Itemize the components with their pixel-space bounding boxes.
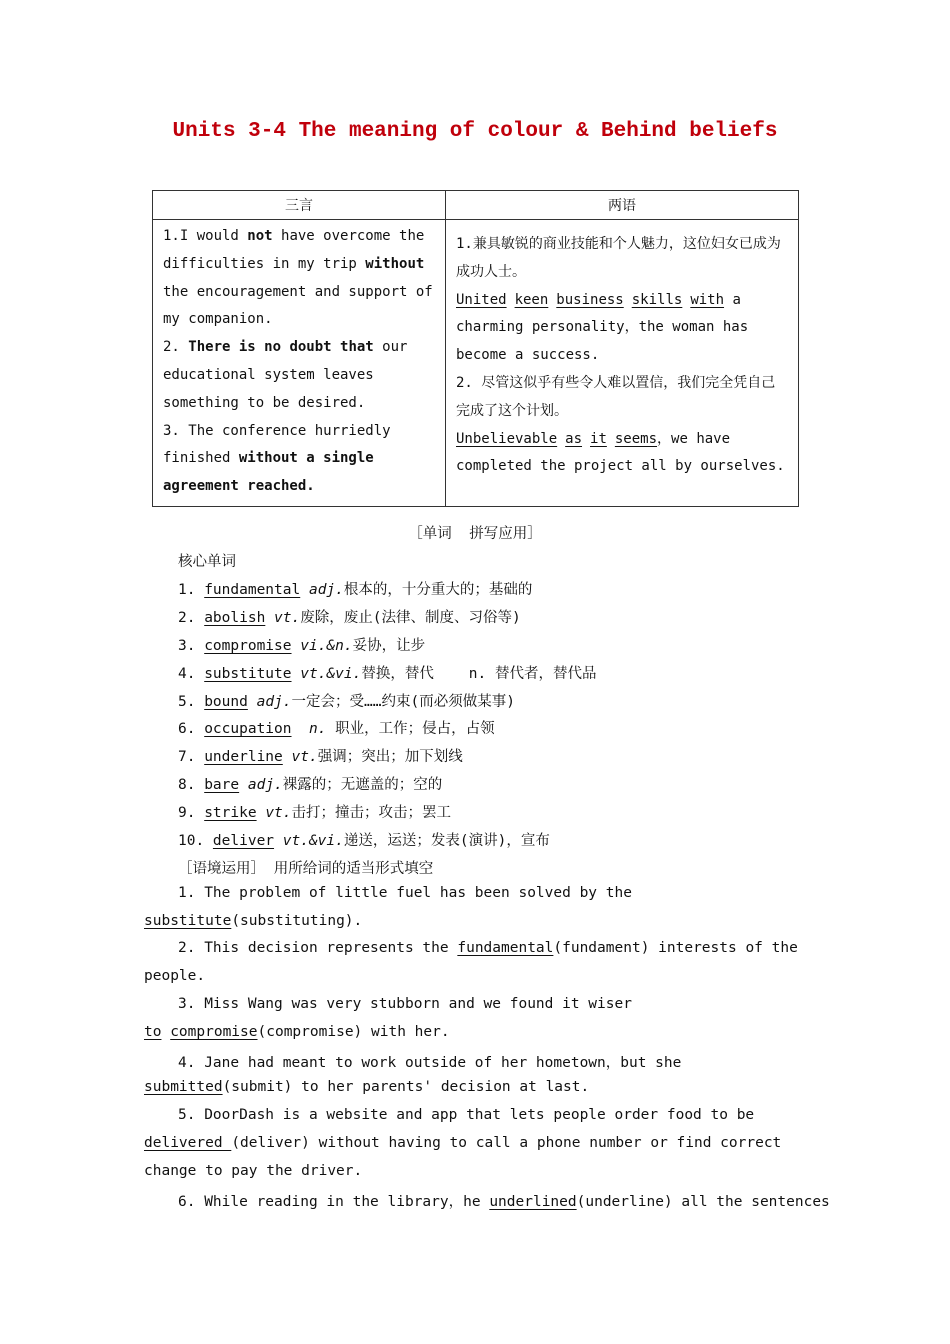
section-header: ［单词 拼写应用］: [408, 526, 542, 542]
sentence-text: 3. The conference hurriedly finished: [163, 422, 391, 467]
sentence-text: our educational system leaves something to be desired.: [163, 339, 408, 411]
part-of-speech: vt.&vi.: [282, 833, 344, 849]
vocab-word: bare: [204, 777, 240, 793]
underlined-word: keen: [514, 291, 549, 308]
underlined-word: United: [456, 291, 507, 308]
vocab-word: fundamental: [204, 582, 301, 598]
sentence-text: have overcome the difficulties in my trip: [163, 228, 425, 272]
vocab-word: compromise: [204, 638, 292, 654]
table-header-right: 两语: [446, 191, 799, 220]
exercise-text: (compromise) with her.: [257, 1024, 450, 1040]
bold-phrase: without a single agreement reached.: [163, 450, 374, 495]
sentence-text: 2.: [163, 339, 189, 356]
sentence-text: the encouragement and support of my companion.: [163, 283, 433, 328]
chinese-sentence: 1.兼具敏锐的商业技能和个人魅力，这位妇女已成为成功人士。: [456, 236, 781, 280]
item-number: 4.: [178, 666, 205, 682]
exercise-text: (deliver) without having to call a phone number or find correct: [231, 1135, 782, 1151]
definition: 一定会；受……约束(而必须做某事): [291, 694, 515, 710]
vocab-word: substitute: [204, 666, 292, 682]
item-number: 9.: [178, 805, 205, 821]
underlined-word: seems: [614, 430, 658, 447]
vocab-word: deliver: [212, 833, 275, 849]
table-header-left: 三言: [153, 191, 446, 220]
item-number: 1.: [178, 582, 205, 598]
vocab-word: underline: [204, 749, 283, 765]
underlined-word: Unbelievable: [456, 430, 558, 447]
part-of-speech: n.: [308, 721, 327, 737]
exercise-line: 5. DoorDash is a website and app that lets people order food to be: [178, 1107, 755, 1123]
definition: 妥协，让步: [352, 638, 426, 654]
chinese-sentence: 2. 尽管这似乎有些令人难以置信，我们完全凭自己完成了这个计划。: [456, 374, 776, 419]
exercise-line: [144, 1135, 781, 1151]
exercise-line: [144, 1024, 450, 1040]
exercise-line: [178, 940, 798, 956]
english-sentence: ，we have completed the project all by ourselves.: [456, 430, 785, 475]
part-of-speech: adj.: [247, 777, 283, 793]
part-of-speech: vt.: [274, 610, 301, 626]
vocab-item: [178, 634, 425, 655]
vocab-word: abolish: [204, 610, 266, 626]
bold-phrase: without: [365, 255, 425, 272]
vocab-item: [178, 801, 451, 822]
exercise-line: [144, 1079, 589, 1095]
exercise-text: (substituting).: [231, 913, 363, 929]
item-number: 10.: [178, 833, 213, 849]
exercise-text: 2. This decision represents the: [178, 940, 458, 956]
exercise-line: change to pay the driver.: [144, 1163, 363, 1179]
table-right-cell: [447, 221, 797, 485]
answer-word: substitute: [144, 913, 232, 929]
part-of-speech: vt.: [265, 805, 292, 821]
exercise-line: 4. Jane had meant to work outside of her hometown，but she: [178, 1055, 682, 1071]
vocab-item: [178, 829, 550, 850]
vocab-item: [178, 773, 442, 794]
vocab-word: occupation: [204, 721, 292, 737]
definition: 废除，废止(法律、制度、习俗等): [300, 610, 521, 626]
vocab-word: strike: [204, 805, 257, 821]
vocab-item: [178, 717, 495, 738]
core-words-label: 核心单词: [178, 554, 236, 570]
vocab-item: [178, 690, 515, 711]
definition: 替换，替代 n. 替代者，替代品: [361, 666, 597, 682]
part-of-speech: vt.&vi.: [300, 666, 362, 682]
exercise-text: (fundament) interests of the: [553, 940, 798, 956]
part-of-speech: vi.&n.: [300, 638, 353, 654]
definition: 职业，工作；侵占，占领: [326, 721, 495, 737]
item-number: 2.: [178, 610, 205, 626]
answer-word: to: [144, 1024, 162, 1040]
exercise-line: [178, 1190, 830, 1211]
underlined-word: skills: [631, 291, 683, 308]
definition: 强调；突出；加下划线: [317, 749, 463, 765]
bold-phrase: not: [247, 228, 273, 244]
answer-word: fundamental: [457, 940, 554, 956]
definition: 递送，运送；发表(演讲)，宣布: [343, 833, 550, 849]
part-of-speech: adj.: [308, 582, 344, 598]
answer-word: delivered: [144, 1135, 232, 1151]
item-number: 5.: [178, 694, 205, 710]
definition: 击打；撞击；攻击；罢工: [291, 805, 452, 821]
vocab-item: [178, 578, 532, 599]
answer-word: underlined: [489, 1194, 577, 1210]
definition: 根本的，十分重大的；基础的: [343, 582, 533, 598]
expression-table: [152, 190, 799, 507]
vocab-item: [178, 745, 463, 766]
english-sentence: a charming personality，the woman has become a success.: [456, 291, 749, 364]
part-of-speech: adj.: [256, 694, 292, 710]
table-left-cell: [154, 221, 444, 505]
sentence-text: 1.I would: [163, 228, 248, 244]
exercise-text: 6. While reading in the library，he: [178, 1194, 490, 1210]
item-number: 3.: [178, 638, 205, 654]
vocab-item: [178, 662, 596, 683]
item-number: 8.: [178, 777, 205, 793]
exercise-line: 3. Miss Wang was very stubborn and we found it wiser: [178, 996, 632, 1012]
answer-word: compromise: [170, 1024, 258, 1040]
exercise-text: (underline) all the sentences: [576, 1194, 830, 1210]
exercise-text: (submit) to her parents' decision at last.: [222, 1079, 590, 1095]
context-label: ［语境运用］ 用所给词的适当形式填空: [178, 861, 434, 877]
item-number: 6.: [178, 721, 205, 737]
exercise-line: [144, 913, 362, 929]
underlined-word: with: [690, 291, 725, 308]
exercise-line: people.: [144, 968, 206, 984]
vocab-item: [178, 606, 521, 627]
exercise-line: 1. The problem of little fuel has been solved by the: [178, 885, 632, 901]
item-number: 7.: [178, 749, 205, 765]
answer-word: submitted: [144, 1079, 223, 1095]
underlined-word: business: [556, 291, 624, 308]
underlined-word: it: [590, 430, 607, 447]
part-of-speech: vt.: [291, 749, 318, 765]
page-title: Units 3-4 The meaning of colour & Behind beliefs: [172, 120, 778, 143]
underlined-word: as: [565, 430, 583, 447]
bold-phrase: There is no doubt that: [188, 339, 374, 356]
definition: 裸露的；无遮盖的；空的: [282, 777, 443, 793]
vocab-word: bound: [204, 694, 248, 710]
